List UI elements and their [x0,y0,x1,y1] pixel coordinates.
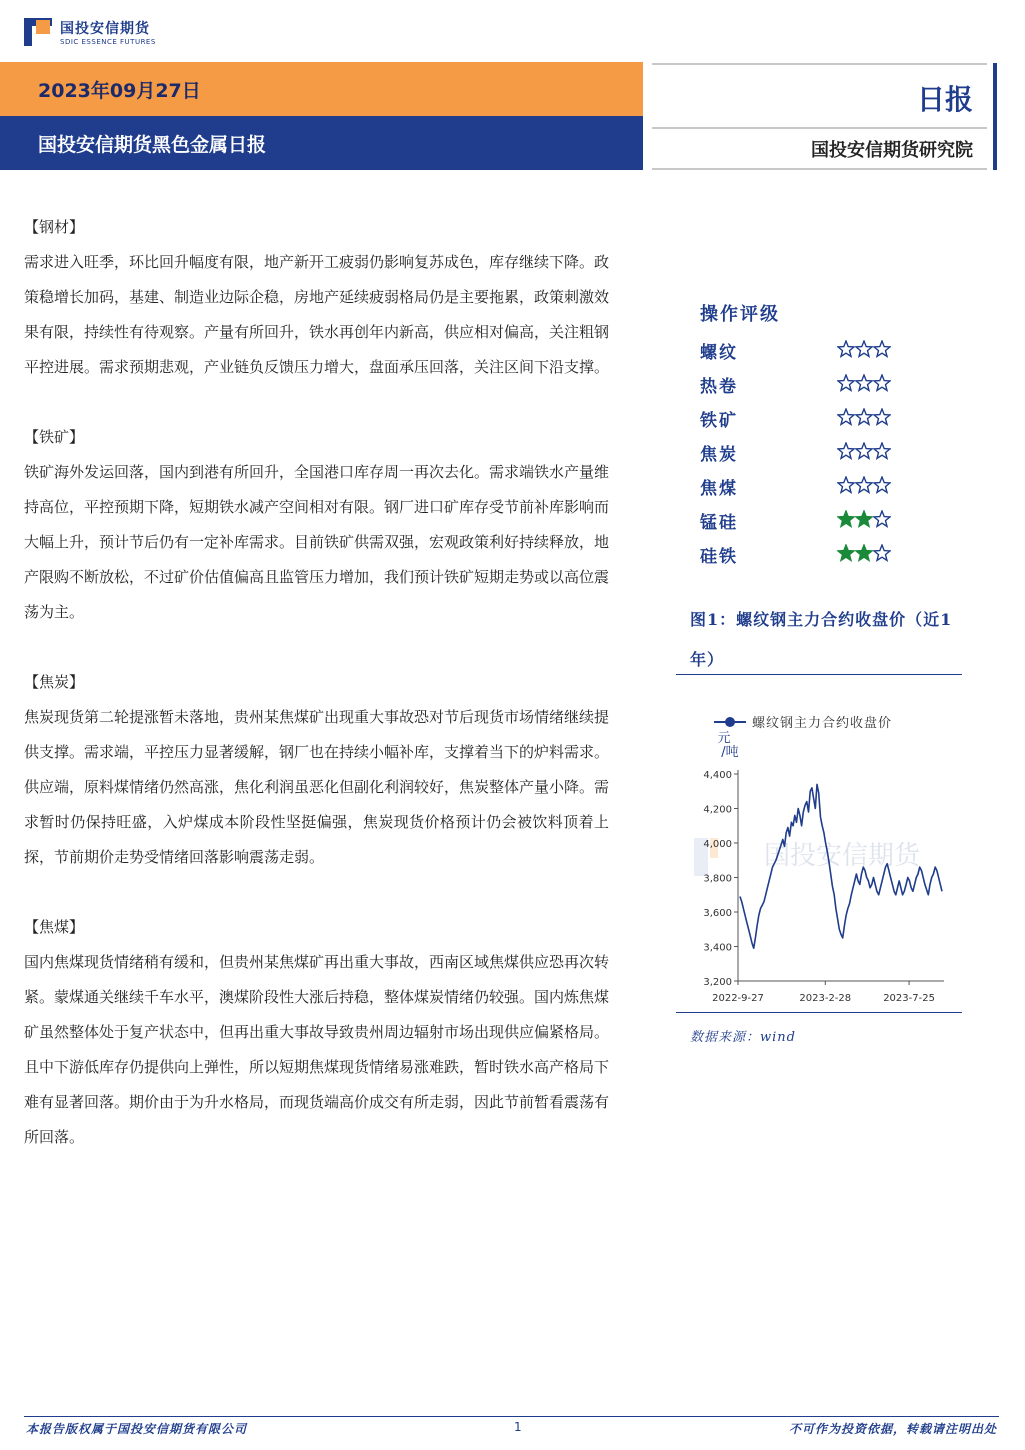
y-axis-label: /吨 [721,745,739,760]
section-text: 铁矿海外发运回落，国内到港有所回升，全国港口库存周一再次去化。需求端铁水产量维持高位，平控预期下降，短期铁水减产空间相对有限。钢厂进口矿库存受节前补库影响而大幅上升，预计节后仍有一定补库需求。目前铁矿供需双强，宏观政策利好持续释放，地产限购不断放松，不过矿价估值偏高且监管压力增加，我们预计铁矿短期走势或以高位震荡为主。 [24,463,610,621]
section-title: 【焦煤】 [24,918,85,936]
section-steel [24,210,609,385]
section-title: 【钢材】 [24,218,85,236]
star-outline-icon [855,442,873,460]
rating-stars [837,510,891,528]
figure-rule [676,1012,962,1013]
rating-stars [837,408,891,426]
rating-stars [837,442,891,460]
star-outline-icon [873,340,891,358]
header-divider [652,127,987,129]
report-date: 2023年09月27日 [38,80,201,102]
star-outline-icon [837,340,855,358]
rating-row [700,368,930,402]
rating-stars [837,340,891,358]
data-source: 数据来源：wind [690,1030,796,1045]
price-line-chart [676,676,962,1010]
rating-list [700,334,930,572]
star-outline-icon [837,476,855,494]
date-band [0,62,643,116]
star-outline-icon [855,374,873,392]
rating-row [700,436,930,470]
header-divider [652,168,987,170]
rating-commodity: 焦炭 [700,445,738,465]
legend-marker [725,717,735,727]
y-tick-label: 4,200 [703,804,732,816]
star-outline-icon [855,408,873,426]
section-title: 【焦炭】 [24,673,85,691]
x-tick-label: 2022-9-27 [712,993,764,1004]
rating-row [700,538,930,572]
logo-text-en: SDIC ESSENCE FUTURES [60,38,156,46]
chart-watermark: 国投安信期货 [764,841,921,871]
rating-title: 操作评级 [700,304,780,325]
rating-stars [837,476,891,494]
rating-commodity: 螺纹 [700,343,738,363]
star-filled-icon [837,544,855,562]
rating-stars [837,374,891,392]
star-outline-icon [855,476,873,494]
company-logo [24,14,164,54]
y-tick-label: 3,200 [703,977,732,988]
rating-row [700,334,930,368]
star-outline-icon [855,340,873,358]
title-band [0,116,643,170]
x-tick-label: 2023-2-28 [799,993,852,1004]
logo-mark-icon [24,18,52,46]
y-tick-label: 3,400 [703,942,732,954]
figure-title: 图1：螺纹钢主力合约收盘价（近1年） [690,610,953,669]
star-outline-icon [873,442,891,460]
institute-name: 国投安信期货研究院 [811,140,973,161]
star-outline-icon [873,510,891,528]
y-tick-label: 3,800 [703,873,732,885]
rating-commodity: 热卷 [700,377,738,397]
section-coke [24,665,609,875]
star-filled-icon [855,544,873,562]
star-outline-icon [837,408,855,426]
report-title: 国投安信期货黑色金属日报 [38,134,267,156]
x-tick-label: 2023-7-25 [883,993,935,1004]
rating-commodity: 锰硅 [700,513,738,533]
footer-rule [24,1416,999,1417]
report-type: 日报 [916,83,973,116]
rating-panel [700,300,930,572]
rating-stars [837,544,891,562]
figure-rule [676,674,962,675]
star-outline-icon [873,544,891,562]
logo-text-cn: 国投安信期货 [60,21,150,37]
rating-commodity: 焦煤 [700,479,738,499]
page-number: 1 [514,1420,522,1434]
rating-commodity: 铁矿 [700,411,738,431]
y-tick-label: 4,000 [703,839,732,850]
header-divider [652,63,987,65]
section-text: 焦炭现货第二轮提涨暂未落地，贵州某焦煤矿出现重大事故恐对节后现货市场情绪继续提供支撑。需求端，平控压力显著缓解，钢厂也在持续小幅补库，支撑着当下的炉料需求。供应端，原料煤情绪仍然高涨，焦化利润虽恶化但副化利润较好，焦炭整体产量小降。需求暂时仍保持旺盛，入炉煤成本阶段性坚挺偏强，焦炭现货价格预计仍会被饮料顶着上探，节前期价走势受情绪回落影响震荡走弱。 [24,708,610,866]
section-iron-ore [24,420,609,630]
star-filled-icon [837,510,855,528]
rating-commodity: 硅铁 [700,547,738,567]
footer-disclaimer: 不可作为投资依据，转载请注明出处 [788,1422,997,1436]
star-outline-icon [873,408,891,426]
section-text: 国内焦煤现货情绪稍有缓和，但贵州某焦煤矿再出重大事故，西南区域焦煤供应恐再次转紧。蒙煤通关继续千车水平，澳煤阶段性大涨后持稳，整体煤炭情绪仍较强。国内炼焦煤矿虽然整体处于复产状态中，但再出重大事故导致贵州周边辐射市场出现供应偏紧格局。且中下游低库存仍提供向上弹性，所以短期焦煤现货情绪易涨难跌，暂时铁水高产格局下难有显著回落。期价由于为升水格局，而现货端高价成交有所走弱，因此节前暂看震荡有所回落。 [24,953,610,1146]
star-filled-icon [855,510,873,528]
star-outline-icon [873,476,891,494]
star-outline-icon [837,442,855,460]
rating-row [700,470,930,504]
y-tick-label: 3,600 [703,908,732,919]
footer-copyright: 本报告版权属于国投安信期货有限公司 [26,1422,248,1436]
section-text: 需求进入旺季，环比回升幅度有限，地产新开工疲弱仍影响复苏成色，库存继续下降。政策稳增长加码，基建、制造业边际企稳，房地产延续疲弱格局仍是主要拖累，政策刺激效果有限，持续性有待观察。产量有所回升，铁水再创年内新高，供应相对偏高，关注粗钢平控进展。需求预期悲观，产业链负反馈压力增大，盘面承压回落，关注区间下沿支撑。 [24,253,610,376]
legend-label: 螺纹钢主力合约收盘价 [752,716,893,731]
y-axis-label: 元 [717,731,731,746]
rating-row [700,402,930,436]
article-body [24,210,609,1190]
star-outline-icon [873,374,891,392]
header-accent-bar [993,63,997,170]
section-coking-coal [24,910,609,1155]
section-title: 【铁矿】 [24,428,85,446]
rating-row [700,504,930,538]
star-outline-icon [837,374,855,392]
y-tick-label: 4,400 [703,770,732,781]
